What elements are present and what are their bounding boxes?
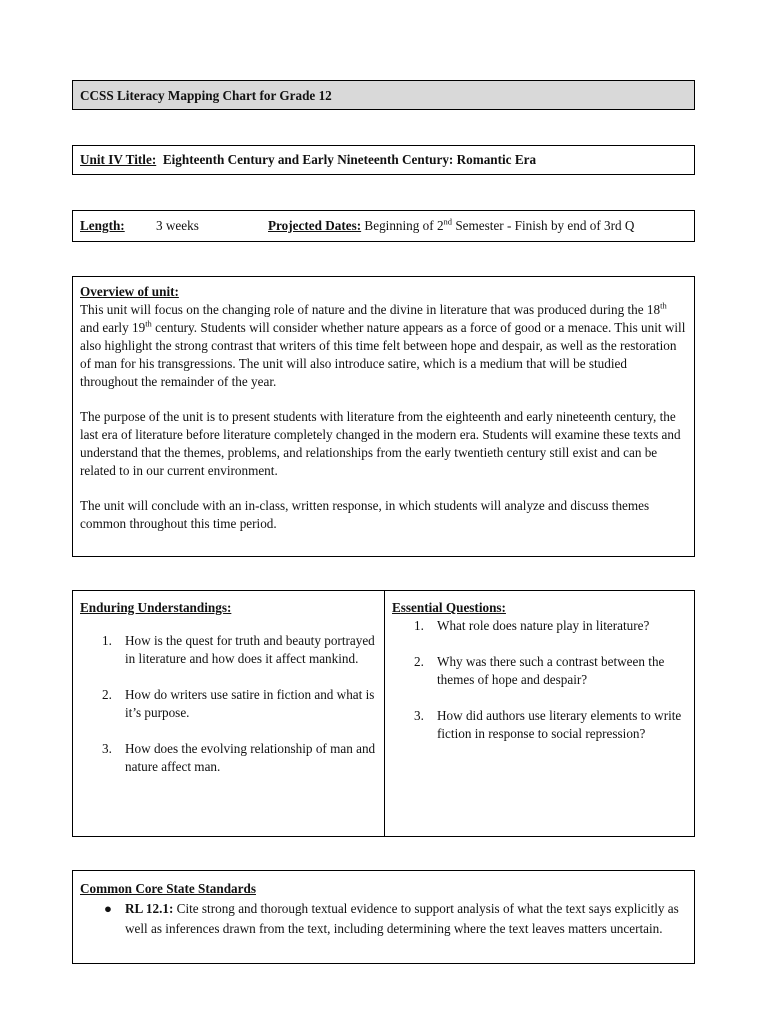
length-label: Length: (80, 218, 125, 233)
list-item (80, 899, 687, 939)
ccss-list (80, 899, 687, 939)
list-item: 2. Why was there such a contrast between the themes of hope and despair? (414, 654, 665, 687)
overview-paragraph-3: The unit will conclude with an in-class, written response, in which students will analyze and discuss themes common throughout this time period. (80, 498, 650, 531)
overview-heading: Overview of unit: (80, 284, 179, 299)
understandings-questions-table (72, 590, 695, 837)
unit-title-value: Eighteenth Century and Early Nineteenth Century: Romantic Era (162, 152, 537, 167)
overview-box (72, 276, 695, 557)
chart-title-box (72, 80, 695, 110)
overview-paragraph-1: This unit will focus on the changing role of nature and the divine in literature that was produced during the 18th and early 19th century. Students will consider whether nature appears as a force of good or a menace. This unit will also highlight the strong contrast that writers of this time felt between hope and despair, as well as the restoration of man for his transgressions. The unit will also introduce satire, which is a medium that will be studied throughout the remainder of the year. (80, 300, 686, 389)
list-item: 1. How is the quest for truth and beauty portrayed in literature and how does it affect mankind. (102, 633, 375, 666)
bullet-icon: ● (104, 901, 112, 916)
overview-paragraph-2: The purpose of the unit is to present students with literature from the eighteenth and early nineteenth century, the last era of literature before literature completely changed in the modern era. Students will examine these texts and understand that the themes, problems, and relationships from the early twentieth century still exist and can be related to in our current environment. (80, 409, 681, 478)
ccss-box (72, 870, 695, 964)
enduring-understandings-cell (73, 591, 385, 836)
list-item: 2. How do writers use satire in fiction and what is it’s purpose. (102, 687, 375, 720)
standard-code: RL 12.1: (125, 901, 174, 916)
length-box (72, 210, 695, 242)
projected-dates-value: Beginning of 2nd Semester - Finish by end of 3rd Q (364, 216, 635, 233)
enduring-list (80, 632, 377, 776)
chart-title: CCSS Literacy Mapping Chart for Grade 12 (80, 88, 332, 103)
standard-text: Cite strong and thorough textual evidence to support analysis of what the text says explicitly as well as inferences drawn from the text, including determining where the text leaves matters uncertain. (125, 901, 679, 936)
list-item: 1. What role does nature play in literature? (414, 618, 650, 633)
essential-questions-cell (385, 591, 694, 836)
list-item: 3. How does the evolving relationship of man and nature affect man. (102, 741, 376, 774)
ccss-heading: Common Core State Standards (80, 881, 256, 896)
unit-title-label: Unit IV Title: (80, 152, 157, 167)
projected-dates-label: Projected Dates: (268, 218, 362, 233)
essential-list (392, 617, 687, 743)
length-value: 3 weeks (156, 218, 199, 233)
unit-title-box (72, 145, 695, 175)
essential-heading: Essential Questions: (392, 600, 506, 615)
list-item: 3. How did authors use literary elements to write fiction in response to social repression? (414, 708, 682, 741)
enduring-heading: Enduring Understandings: (80, 600, 232, 615)
